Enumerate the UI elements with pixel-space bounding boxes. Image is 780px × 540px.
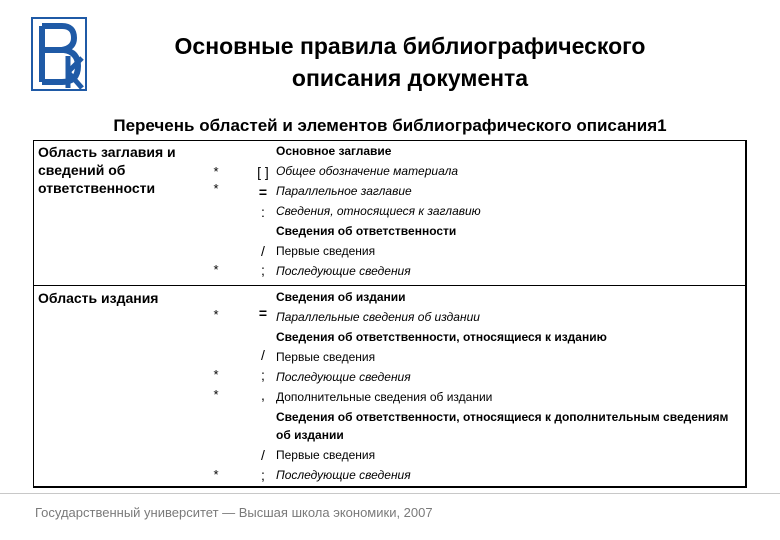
title-line-2: описания документа	[291, 65, 529, 91]
punct-mark: :	[261, 204, 265, 220]
element-subsequent-statement: Последующие сведения	[276, 264, 411, 278]
page-title	[100, 30, 720, 94]
university-logo	[28, 14, 90, 94]
punct-mark: ;	[261, 367, 265, 383]
element-other-title-info: Сведения, относящиеся к заглавию	[276, 204, 481, 218]
element-subsequent-statement: Последующие сведения	[276, 468, 411, 482]
punct-mark: ,	[261, 387, 265, 403]
element-additional-responsibility: Сведения об ответственности, относящиеся к дополнительным сведениям об издании	[276, 410, 729, 442]
punct-mark: [ ]	[257, 164, 269, 180]
punct-mark: ;	[261, 467, 265, 483]
mandatory-mark: *	[213, 164, 219, 179]
mandatory-mark: *	[213, 367, 219, 382]
element-edition-statement: Сведения об издании	[276, 290, 406, 304]
mandatory-mark: *	[213, 307, 219, 322]
area-label-title: Область заглавия и сведений об ответственности	[38, 144, 176, 196]
mandatory-mark: *	[213, 387, 219, 402]
element-responsibility: Сведения об ответственности	[276, 224, 457, 238]
punct-mark: =	[258, 305, 268, 321]
mandatory-mark: *	[213, 181, 219, 196]
element-first-statement: Первые сведения	[276, 350, 376, 364]
punct-mark: ;	[261, 262, 265, 278]
mandatory-mark: *	[213, 262, 219, 277]
footer-divider	[0, 493, 780, 494]
element-gmd: Общее обозначение материала	[276, 164, 459, 178]
mandatory-mark: *	[213, 467, 219, 482]
element-parallel-edition: Параллельные сведения об издании	[276, 310, 480, 324]
element-subsequent-statement: Последующие сведения	[276, 370, 411, 384]
element-first-statement: Первые сведения	[276, 448, 376, 462]
punct-mark: /	[261, 347, 265, 363]
punct-mark: /	[261, 243, 265, 259]
element-edition-responsibility: Сведения об ответственности, относящиеся к изданию	[276, 330, 607, 344]
element-parallel-title: Параллельное заглавие	[276, 184, 412, 198]
element-first-statement: Первые сведения	[276, 244, 376, 258]
area-label-edition: Область издания	[38, 290, 159, 306]
element-main-title: Основное заглавие	[276, 144, 392, 158]
table-caption: Перечень областей и элементов библиографического описания1	[113, 116, 667, 135]
title-line-1: Основные правила библиографического	[174, 33, 646, 59]
punct-mark: /	[261, 447, 265, 463]
element-additional-edition: Дополнительные сведения об издании	[276, 390, 493, 404]
bibliographic-areas-table	[33, 140, 747, 488]
section-divider	[34, 285, 745, 286]
footer-text: Государственный университет — Высшая школа экономики, 2007	[35, 505, 433, 520]
punct-mark: =	[258, 184, 268, 200]
